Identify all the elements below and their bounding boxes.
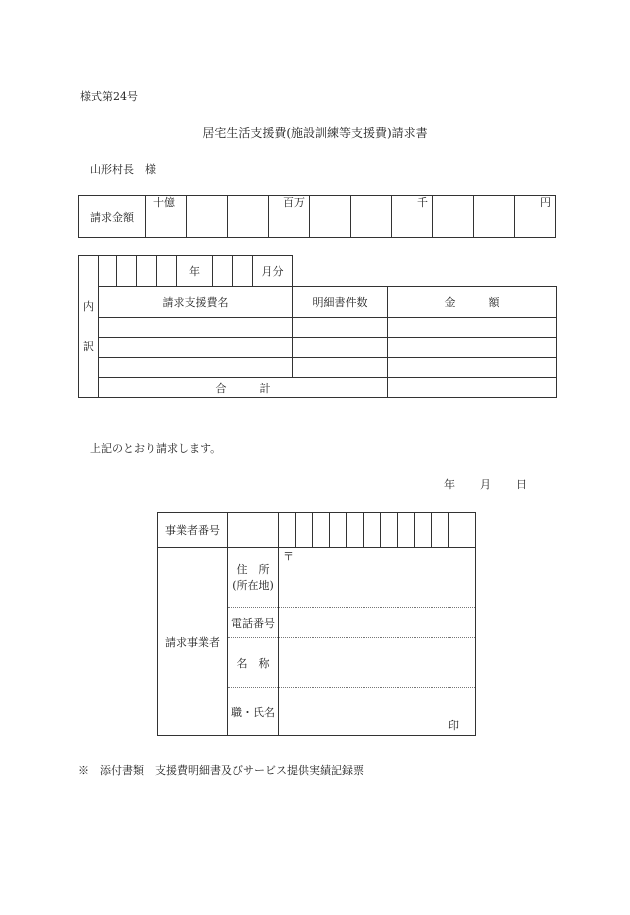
seal-mark: 印	[448, 719, 459, 732]
year-box-4[interactable]	[157, 256, 177, 287]
amount-digit-8[interactable]	[433, 196, 474, 238]
breakdown-side-label: 内 訳	[79, 256, 99, 398]
year-box-2[interactable]	[117, 256, 137, 287]
header-amount: 金 額	[388, 287, 557, 318]
year-label: 年	[177, 256, 213, 287]
representative-label: 職・氏名	[228, 688, 279, 736]
amount-cell-3[interactable]	[388, 358, 557, 378]
amount-digit-9[interactable]	[474, 196, 515, 238]
addressee: 山形村長 様	[90, 163, 156, 176]
provider-number-digit-7[interactable]	[364, 513, 381, 548]
date-month-label: 月	[480, 478, 491, 491]
provider-section-label: 請求事業者	[158, 548, 228, 736]
provider-number-digit-11[interactable]	[432, 513, 449, 548]
statement-count-cell-2[interactable]	[293, 338, 388, 358]
business-name-label: 名 称	[228, 638, 279, 688]
provider-number-digit-3[interactable]	[296, 513, 313, 548]
provider-number-label: 事業者番号	[158, 513, 228, 548]
provider-number-digit-8[interactable]	[381, 513, 398, 548]
service-name-cell-3[interactable]	[99, 358, 293, 378]
service-name-cell-1[interactable]	[99, 318, 293, 338]
amount-digit-5[interactable]	[310, 196, 351, 238]
page-title: 居宅生活支援費(施設訓練等支援費)請求書	[202, 126, 428, 140]
service-name-cell-2[interactable]	[99, 338, 293, 358]
address-field[interactable]	[279, 548, 476, 608]
header-statement-count: 明細書件数	[293, 287, 388, 318]
total-label: 合 計	[99, 378, 388, 398]
date-year-label: 年	[444, 478, 455, 491]
statement-count-cell-3[interactable]	[293, 358, 388, 378]
provider-number-digit-5[interactable]	[330, 513, 347, 548]
form-number: 様式第24号	[80, 90, 138, 103]
provider-number-digit-4[interactable]	[313, 513, 330, 548]
statement-count-cell-1[interactable]	[293, 318, 388, 338]
address-label: 住 所 (所在地)	[228, 548, 279, 608]
provider-number-digit-6[interactable]	[347, 513, 364, 548]
provider-number-digit-2[interactable]	[279, 513, 296, 548]
representative-field[interactable]	[279, 688, 476, 736]
amount-table	[78, 195, 556, 238]
amount-cell-1[interactable]	[388, 318, 557, 338]
provider-number-digit-1[interactable]	[228, 513, 279, 548]
month-box-2[interactable]	[233, 256, 253, 287]
month-label: 月分	[253, 256, 293, 287]
amount-digit-3[interactable]	[228, 196, 269, 238]
amount-digit-2[interactable]	[187, 196, 228, 238]
provider-table	[157, 512, 476, 736]
date-day-label: 日	[516, 478, 527, 491]
phone-label: 電話番号	[228, 608, 279, 638]
month-box-1[interactable]	[213, 256, 233, 287]
amount-label: 請求金額	[79, 196, 146, 238]
year-box-1[interactable]	[99, 256, 117, 287]
amount-digit-10[interactable]: 円	[515, 196, 556, 238]
business-name-field[interactable]	[279, 638, 476, 688]
amount-cell-2[interactable]	[388, 338, 557, 358]
amount-digit-7[interactable]: 千	[392, 196, 433, 238]
year-box-3[interactable]	[137, 256, 157, 287]
provider-number-digit-10[interactable]	[415, 513, 432, 548]
provider-number-digit-12[interactable]	[449, 513, 476, 548]
statement-text: 上記のとおり請求します。	[90, 442, 222, 455]
header-service-name: 請求支援費名	[99, 287, 293, 318]
amount-digit-6[interactable]	[351, 196, 392, 238]
breakdown-table	[78, 255, 557, 398]
postal-mark: 〒	[283, 550, 294, 563]
attachment-note: ※ 添付書類 支援費明細書及びサービス提供実績記録票	[78, 764, 364, 777]
amount-digit-4[interactable]: 百万	[269, 196, 310, 238]
total-amount-cell[interactable]	[388, 378, 557, 398]
phone-field[interactable]	[279, 608, 476, 638]
provider-number-digit-9[interactable]	[398, 513, 415, 548]
amount-digit-1[interactable]: 十億	[146, 196, 187, 238]
